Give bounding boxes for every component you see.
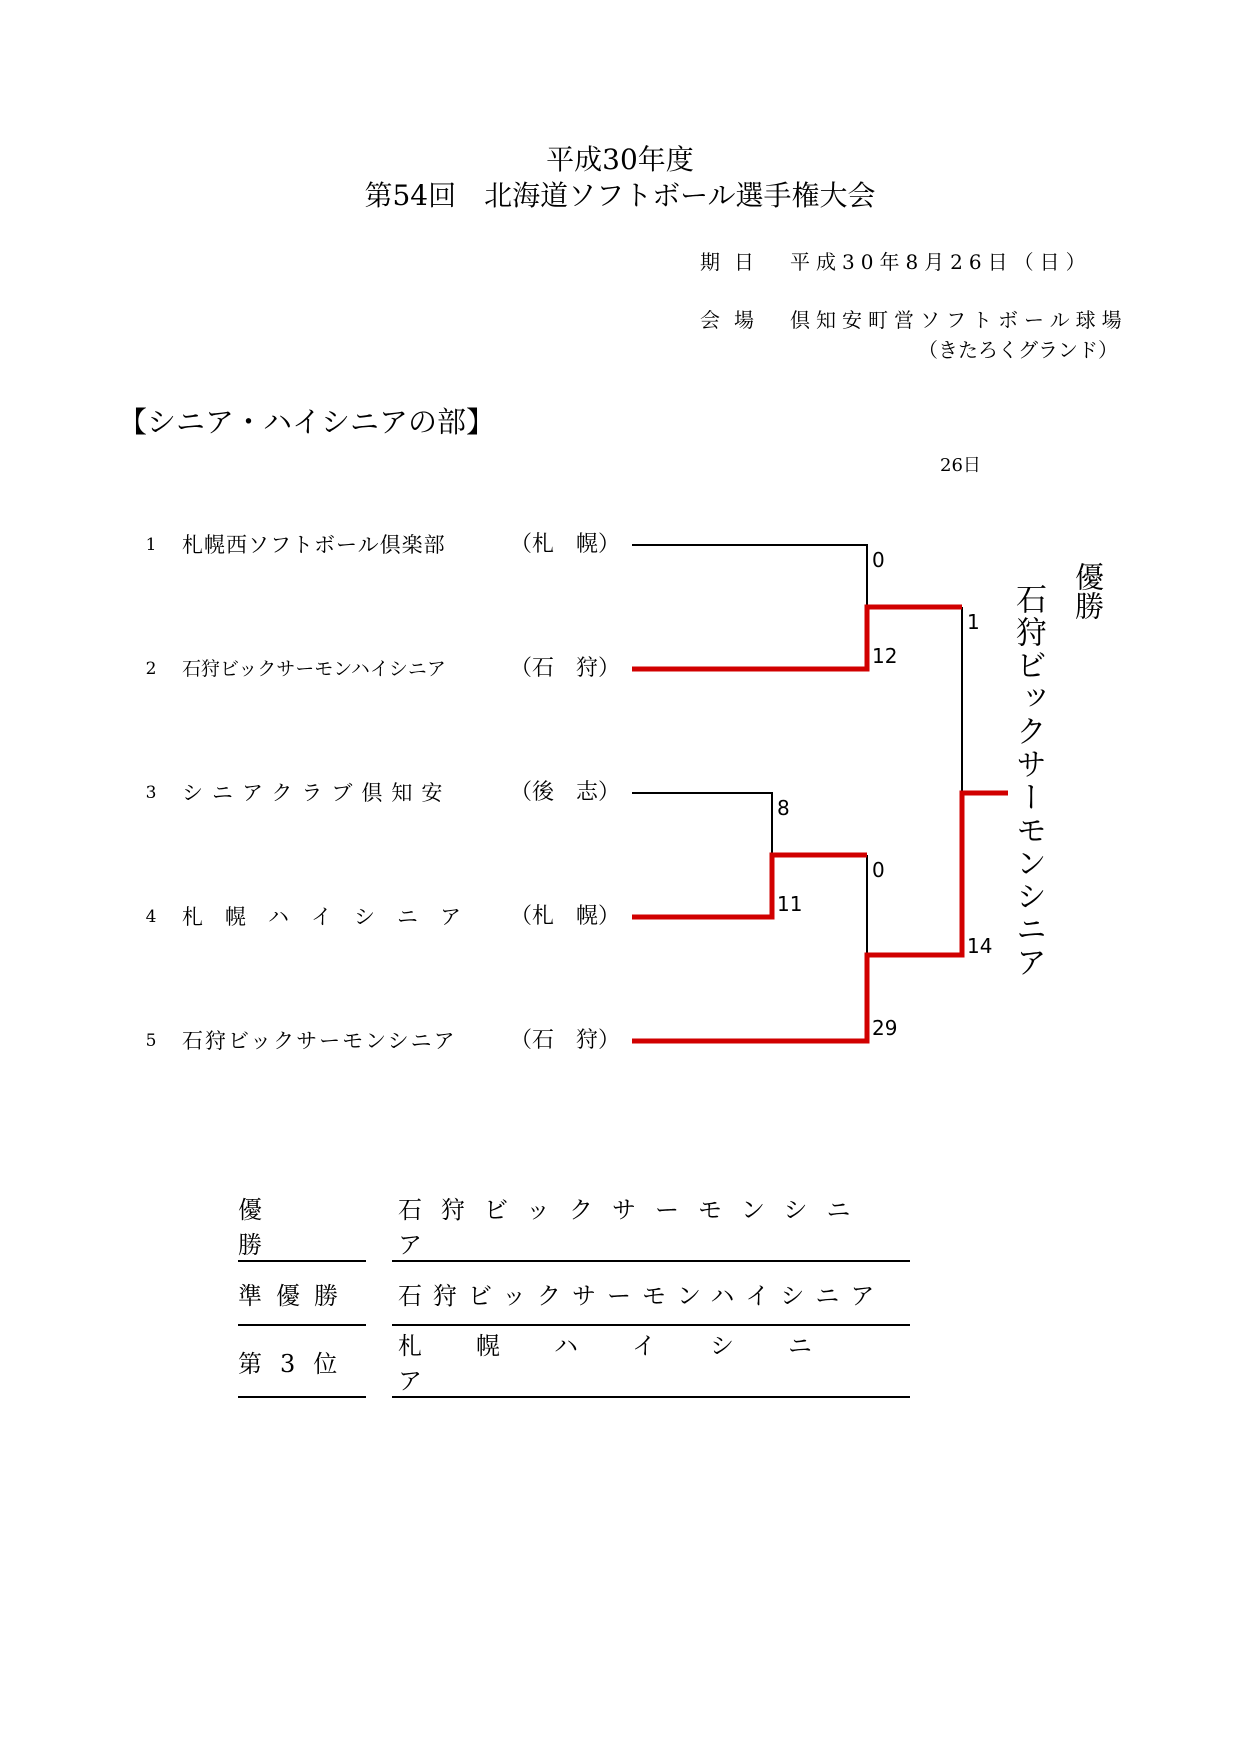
bracket-line-team2-winner (632, 607, 962, 669)
team-name-4: 札幌ハイシニア (182, 905, 483, 929)
champion-name-vertical: 石狩ビックサーモンシニア (1010, 583, 1046, 979)
rank-label-3: 第3位 (238, 1349, 356, 1378)
team-name-2: 石狩ビックサーモンハイシニア (182, 658, 446, 680)
score-m1-bottom: 12 (872, 644, 898, 668)
bracket-line-team1 (632, 545, 867, 607)
team-region-1: （札 幌） (510, 532, 621, 557)
score-final-bottom: 14 (967, 934, 993, 958)
result-team (392, 1190, 910, 1262)
result-team-3: 札幌ハイシニア (398, 1332, 866, 1395)
venue-sub: （きたろくグランド） (918, 338, 1118, 362)
rank-label-2: 準優勝 (238, 1281, 352, 1310)
venue-label: 会場 (700, 308, 768, 332)
team-number-5: 5 (145, 1031, 157, 1051)
bracket-line-team3 (632, 793, 772, 855)
rank-label-1: 優勝 (238, 1196, 322, 1259)
score-m3-bottom: 29 (872, 1016, 898, 1040)
team-name-3: シニアクラブ倶知安 (182, 781, 452, 805)
result-row (238, 1190, 910, 1262)
result-rank (238, 1190, 366, 1262)
team-number-4: 4 (145, 907, 157, 927)
result-row (238, 1262, 910, 1326)
score-m1-top: 0 (872, 548, 885, 572)
round-date: 26日 (940, 455, 981, 476)
team-number-1: 1 (145, 535, 157, 555)
team-region-2: （石 狩） (510, 656, 621, 681)
results-table (238, 1190, 910, 1398)
team-region-3: （後 志） (510, 780, 621, 805)
result-team-1: 石狩ビックサーモンシニア (398, 1196, 870, 1259)
result-rank (238, 1262, 366, 1326)
result-team (392, 1262, 910, 1326)
team-region-4: （札 幌） (510, 904, 621, 929)
result-rank (238, 1326, 366, 1398)
date-value: 平成30年8月26日（日） (790, 250, 1092, 274)
score-m2-top: 8 (777, 796, 790, 820)
tournament-year: 平成30年度 (546, 143, 694, 176)
tournament-title: 第54回 北海道ソフトボール選手権大会 (364, 179, 876, 212)
venue-value: 倶知安町営ソフトボール球場 (790, 308, 1128, 332)
result-team (392, 1326, 910, 1398)
team-number-2: 2 (145, 659, 157, 679)
team-name-1: 札幌西ソフトボール倶楽部 (182, 533, 446, 557)
team-number-3: 3 (145, 783, 157, 803)
team-region-5: （石 狩） (510, 1028, 621, 1053)
bracket-line-team4-winner (632, 855, 867, 917)
score-final-top: 1 (967, 610, 980, 634)
team-name-5: 石狩ビックサーモンシニア (182, 1029, 457, 1053)
date-label: 期日 (700, 250, 768, 274)
champion-label-vertical: 優勝 (1071, 562, 1105, 620)
result-team-2: 石狩ビックサーモンハイシニア (398, 1281, 886, 1310)
section-title: 【シニア・ハイシニアの部】 (118, 405, 496, 439)
score-m2-bottom: 11 (777, 892, 803, 916)
result-row (238, 1326, 910, 1398)
score-m3-top: 0 (872, 858, 885, 882)
